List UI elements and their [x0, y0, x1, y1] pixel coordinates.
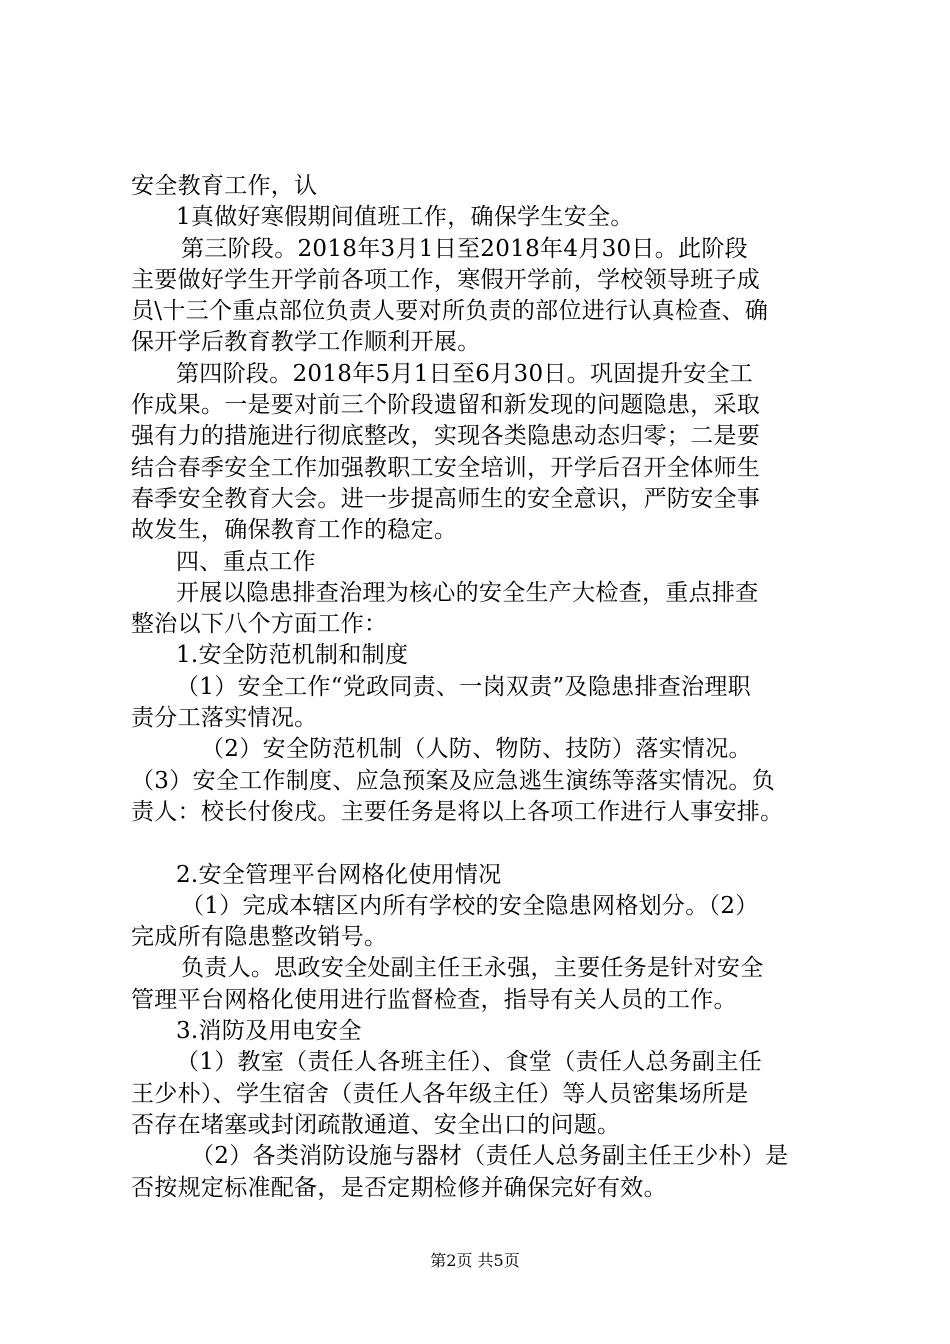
text-line: （1）完成本辖区内所有学校的安全隐患网格划分。（2）: [181, 892, 759, 919]
text-line: （2）各类消防设施与器材（责任人总务副主任王少朴）是: [191, 1143, 789, 1170]
text-line: （2）安全防范机制（人防、物防、技防）落实情况。: [201, 736, 752, 763]
text-line: 强有力的措施进行彻底整改，实现各类隐患动态归零；二是要: [131, 423, 761, 450]
text-line: 第四阶段。2018年5月1日至6月30日。巩固提升安全工: [176, 360, 754, 387]
text-line: 员\十三个重点部位负责人要对所负责的部位进行认真检查、确: [131, 298, 769, 325]
text-line: （1）安全工作“党政同责、一岗双责”及隐患排查治理职: [176, 673, 751, 700]
text-line: 故发生，确保教育工作的稳定。: [131, 517, 458, 544]
text-line: 责人：校长付俊戌。主要任务是将以上各项工作进行人事安排。: [131, 798, 784, 825]
text-line: 否按规定标准配备，是否定期检修并确保完好有效。: [131, 1174, 667, 1201]
subsection-heading: 3.消防及用电安全: [176, 1018, 362, 1045]
page-number-footer: 第2页 共5页: [430, 1251, 520, 1270]
text-line: （3）安全工作制度、应急预案及应急逃生演练等落实情况。负: [131, 767, 776, 794]
text-line: 完成所有隐患整改销号。: [131, 924, 388, 951]
subsection-heading: 2.安全管理平台网格化使用情况: [176, 861, 502, 888]
text-line: 责分工落实情况。: [131, 705, 318, 732]
blank-line: [131, 828, 846, 859]
text-line: 王少朴）、学生宿舍（责任人各年级主任）等人员密集场所是: [131, 1080, 749, 1107]
text-line: 保开学后教育教学工作顺利开展。: [131, 329, 481, 356]
text-line: 管理平台网格化使用进行监督检查，指导有关人员的工作。: [131, 986, 737, 1013]
text-line: （1）教室（责任人各班主任）、食堂（责任人总务副主任: [176, 1049, 762, 1076]
document-body: [131, 171, 846, 1204]
text-line: 整治以下八个方面工作：: [131, 611, 388, 638]
text-line: 开展以隐患排查治理为核心的安全生产大检查，重点排查: [176, 579, 759, 606]
text-line: 主要做好学生开学前各项工作，寒假开学前，学校领导班子成: [131, 266, 761, 293]
subsection-heading: 1.安全防范机制和制度: [176, 642, 409, 669]
text-line: 负责人。思政安全处副主任王永强，主要任务是针对安全: [181, 955, 764, 982]
text-line: 结合春季安全工作加强教职工安全培训，开学后召开全体师生: [131, 454, 761, 481]
text-line: 1真做好寒假期间值班工作，确保学生安全。: [176, 204, 634, 231]
section-heading: 四、重点工作: [176, 548, 316, 575]
text-line: 安全教育工作，认: [131, 173, 318, 199]
text-line: 否存在堵塞或封闭疏散通道、安全出口的问题。: [131, 1111, 621, 1138]
text-line: 春季安全教育大会。进一步提高师生的安全意识，严防安全事: [131, 485, 761, 512]
text-line: 作成果。一是要对前三个阶段遗留和新发现的问题隐患，采取: [131, 392, 761, 419]
text-line: 第三阶段。2018年3月1日至2018年4月30日。此阶段: [181, 235, 748, 262]
